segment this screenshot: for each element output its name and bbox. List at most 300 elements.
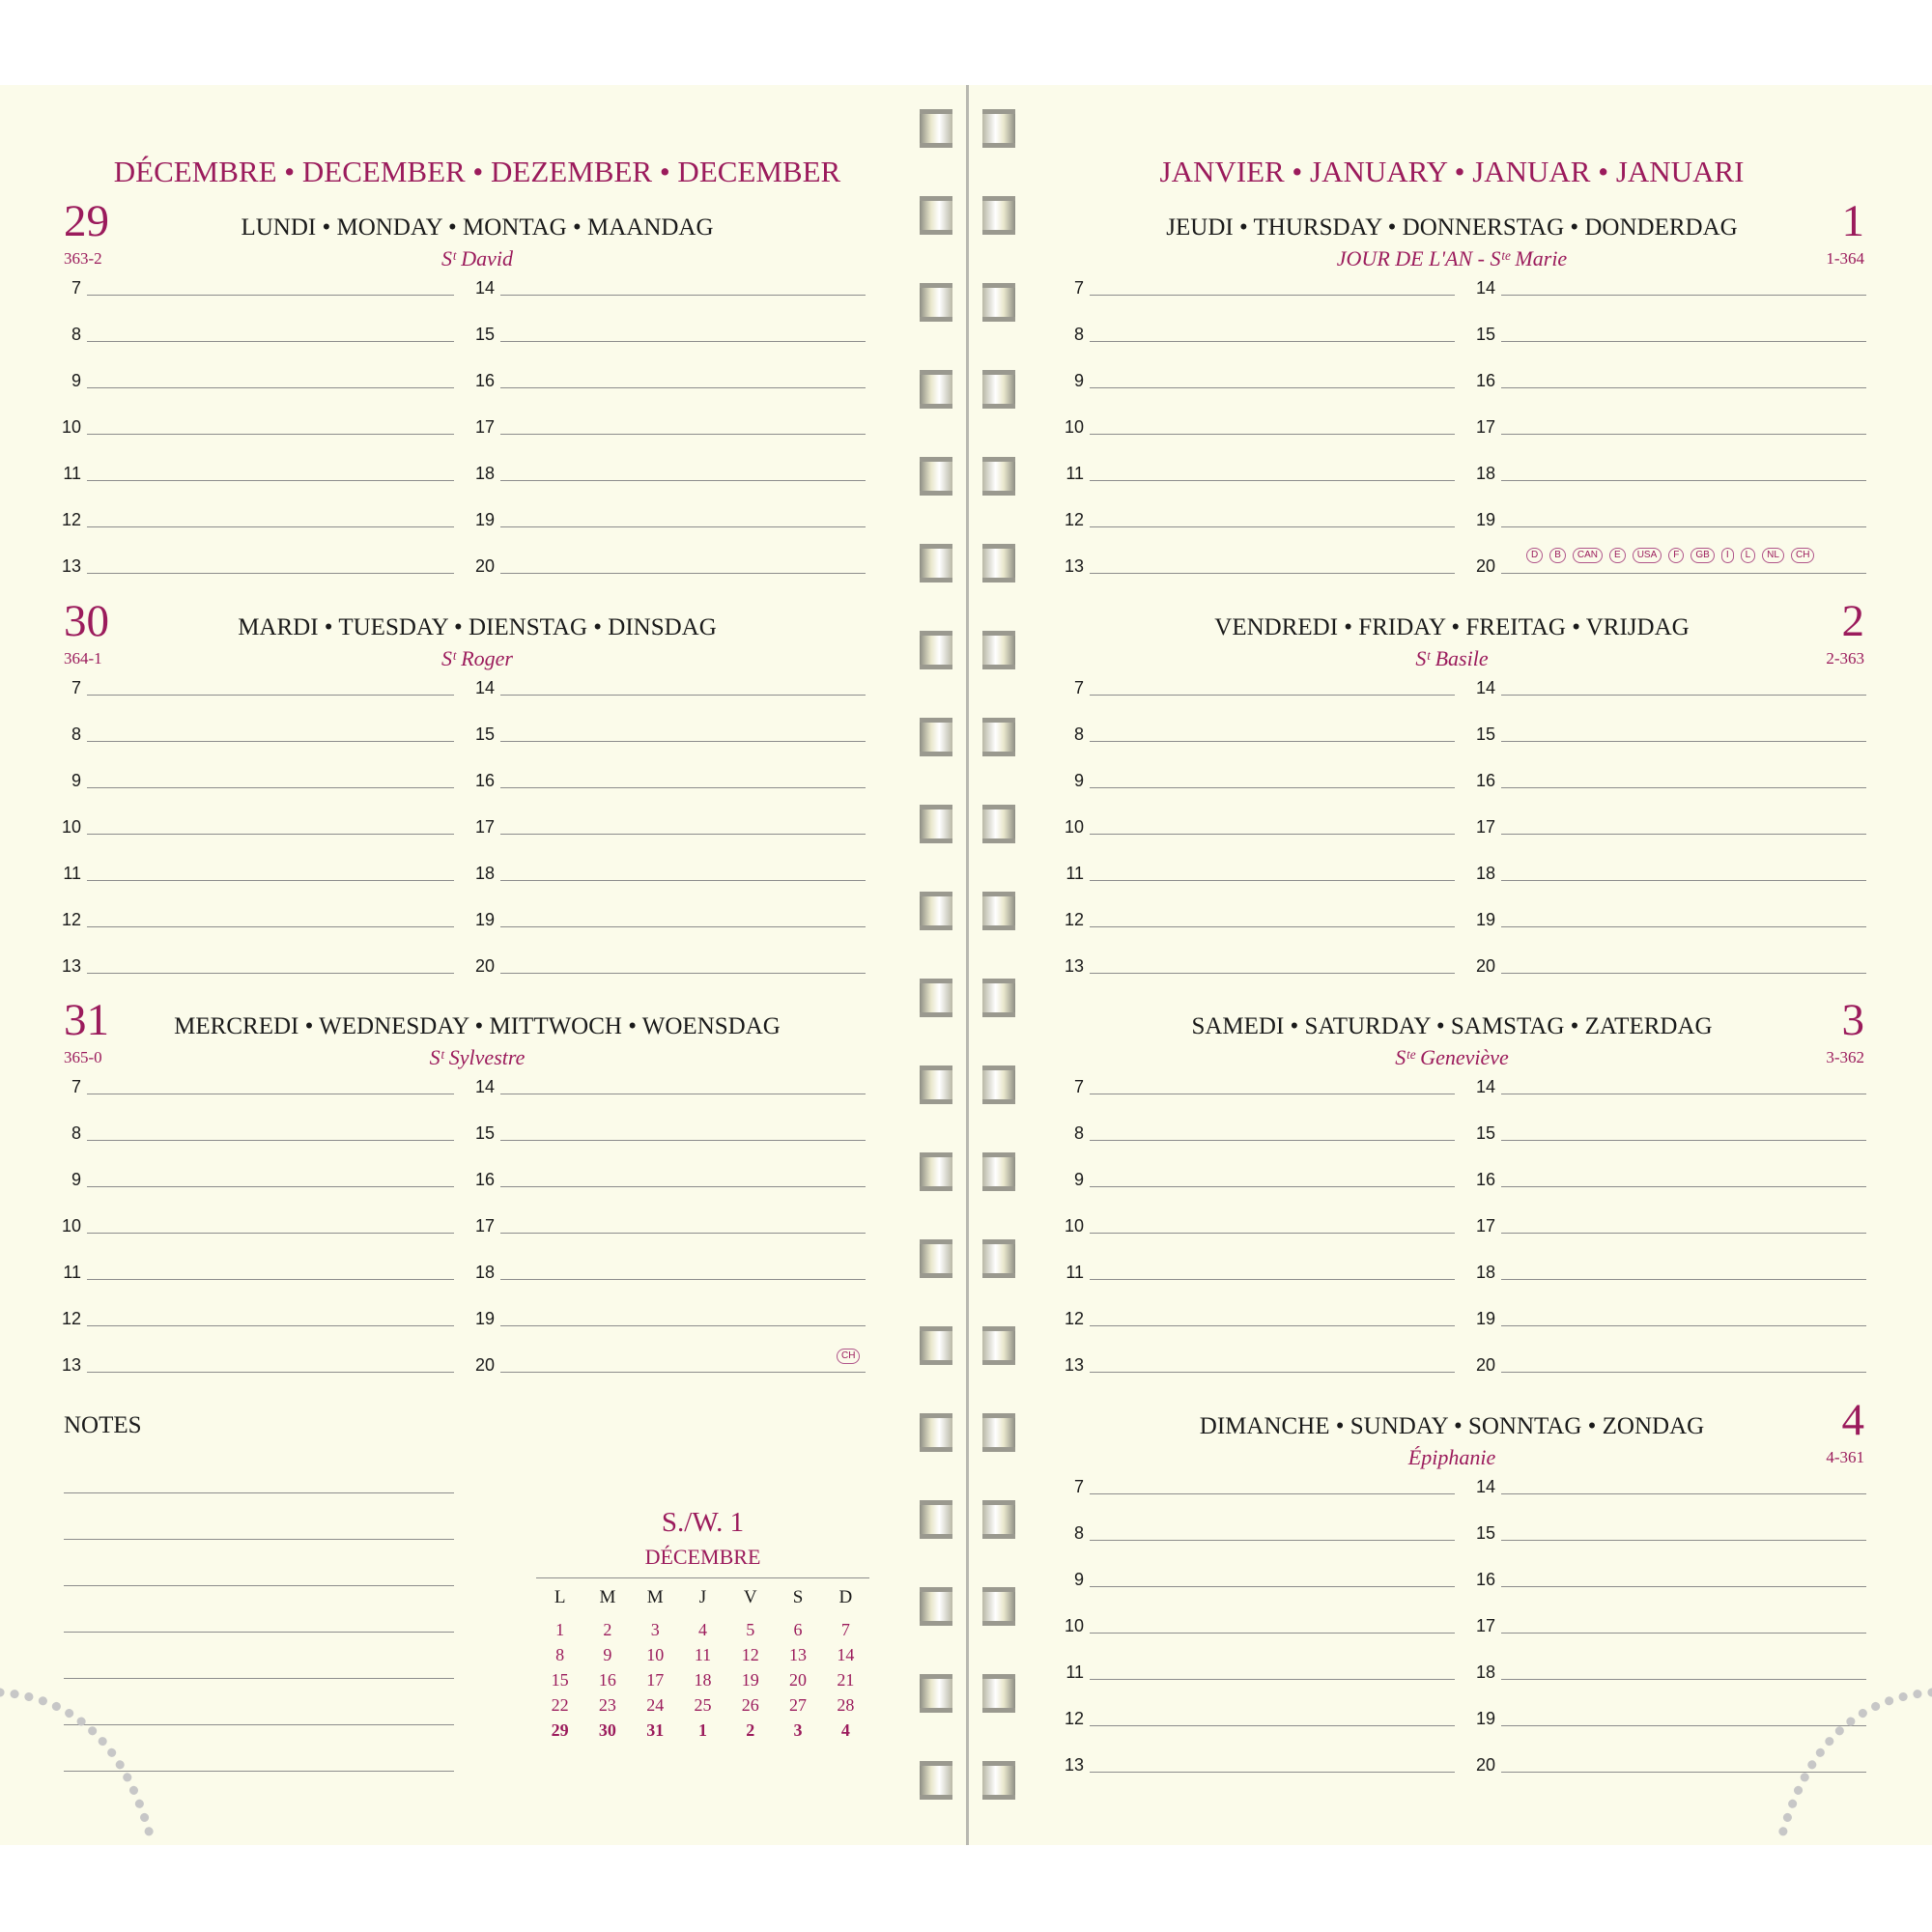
writing-line[interactable] (1501, 526, 1866, 527)
calendar-day: 2 (603, 1619, 612, 1639)
hour-label: 11 (1065, 864, 1084, 883)
calendar-week-row (536, 1692, 869, 1718)
binding-ring (920, 1761, 952, 1800)
binding-ring (920, 1674, 952, 1713)
writing-line[interactable] (500, 434, 866, 435)
hour-label: 20 (474, 556, 495, 576)
writing-line[interactable] (87, 973, 454, 974)
writing-line[interactable] (500, 526, 866, 527)
hour-label: 8 (1073, 325, 1084, 344)
binding-ring (920, 1413, 952, 1452)
writing-line[interactable] (87, 1186, 454, 1187)
binding-ring (920, 544, 952, 582)
writing-line[interactable] (87, 480, 454, 481)
binding-ring (920, 631, 952, 669)
day-number: 1 (1841, 196, 1864, 246)
calendar-day: 27 (789, 1694, 808, 1715)
writing-line[interactable] (1090, 1325, 1455, 1326)
hour-label: 9 (1073, 371, 1084, 390)
hour-label: 10 (61, 817, 81, 837)
calendar-day: 23 (598, 1694, 616, 1715)
writing-line[interactable] (1090, 1679, 1455, 1680)
hour-label: 11 (1065, 1263, 1084, 1282)
calendar-day: 4 (840, 1719, 850, 1740)
writing-line[interactable] (1501, 695, 1866, 696)
hour-label: 14 (1475, 278, 1495, 298)
hour-label: 15 (1475, 1123, 1495, 1143)
weekday-header: L (554, 1587, 566, 1607)
calendar-day: 15 (551, 1669, 569, 1690)
writing-line[interactable] (1501, 741, 1866, 742)
hour-label: 13 (1064, 956, 1084, 976)
calendar-day: 6 (793, 1619, 803, 1639)
hour-label: 18 (1475, 1662, 1495, 1682)
writing-line[interactable] (1090, 880, 1455, 881)
country-badge: L (1741, 548, 1756, 563)
saint-name: Épiphanie (1407, 1445, 1496, 1469)
writing-line[interactable] (87, 1325, 454, 1326)
binding-ring (920, 718, 952, 756)
month-title-january: JANVIER • JANUARY • JANUAR • JANUARI (1159, 155, 1745, 188)
mini-calendar (536, 1507, 869, 1743)
decorative-dots-left (0, 1671, 164, 1845)
hour-label: 17 (1475, 817, 1495, 837)
hour-label: 16 (474, 371, 495, 390)
writing-line[interactable] (1090, 573, 1455, 574)
day-of-year-count: 1-364 (1826, 249, 1864, 268)
hour-label: 18 (474, 864, 495, 883)
hour-label: 18 (1475, 864, 1495, 883)
weekday-header: J (698, 1587, 707, 1607)
writing-line[interactable] (1090, 741, 1455, 742)
writing-line[interactable] (500, 1279, 866, 1280)
writing-line[interactable] (1501, 387, 1866, 388)
hour-label: 13 (61, 956, 81, 976)
writing-line[interactable] (87, 1140, 454, 1141)
hour-label: 8 (1073, 724, 1084, 744)
day-of-year-count: 363-2 (64, 249, 102, 268)
saint-name: JOUR DE L'AN - Sᵗᵉ Marie (1336, 246, 1568, 270)
writing-line[interactable] (500, 1140, 866, 1141)
notes-line[interactable] (64, 1492, 454, 1493)
hour-label: 12 (1064, 910, 1084, 929)
hour-label: 19 (474, 1309, 495, 1328)
hour-label: 12 (1064, 1309, 1084, 1328)
hour-label: 7 (1073, 278, 1084, 298)
hour-label: 15 (1475, 325, 1495, 344)
writing-line[interactable] (1501, 573, 1866, 574)
calendar-day: 26 (741, 1694, 759, 1715)
hour-label: 19 (1475, 1309, 1495, 1328)
country-badge: B (1549, 548, 1566, 563)
calendar-day: 18 (694, 1669, 712, 1690)
day-name: JEUDI • THURSDAY • DONNERSTAG • DONDERDAG (1166, 214, 1738, 241)
writing-line[interactable] (87, 1233, 454, 1234)
writing-line[interactable] (1501, 295, 1866, 296)
hour-label: 14 (1475, 678, 1495, 697)
writing-line[interactable] (1501, 1540, 1866, 1541)
day-of-year-count: 2-363 (1826, 649, 1864, 668)
binding-ring (920, 979, 952, 1017)
country-badge: GB (1690, 548, 1714, 563)
binding-ring (982, 457, 1015, 496)
hour-label: 10 (1064, 1616, 1084, 1635)
calendar-week-row (536, 1617, 869, 1642)
writing-line[interactable] (1090, 1233, 1455, 1234)
hour-label: 16 (1475, 371, 1495, 390)
calendar-week-row (536, 1642, 869, 1667)
writing-line[interactable] (87, 834, 454, 835)
hour-label: 9 (1073, 1570, 1084, 1589)
hour-label: 9 (71, 771, 81, 790)
hour-label: 20 (1475, 1355, 1495, 1375)
hour-label: 7 (1073, 1077, 1084, 1096)
writing-line[interactable] (1501, 434, 1866, 435)
writing-line[interactable] (1501, 926, 1866, 927)
writing-line[interactable] (1090, 695, 1455, 696)
writing-line[interactable] (1501, 787, 1866, 788)
month-title-december: DÉCEMBRE • DECEMBER • DEZEMBER • DECEMBER (113, 155, 841, 188)
calendar-day: 16 (598, 1669, 616, 1690)
calendar-day: 3 (650, 1619, 660, 1639)
hour-label: 10 (61, 1216, 81, 1236)
writing-line[interactable] (1090, 1493, 1455, 1494)
hour-label: 9 (1073, 1170, 1084, 1189)
hour-label: 8 (71, 325, 81, 344)
day-name: DIMANCHE • SUNDAY • SONNTAG • ZONDAG (1199, 1413, 1705, 1439)
hour-label: 14 (1475, 1077, 1495, 1096)
hour-label: 7 (71, 278, 81, 298)
calendar-week-row-current (536, 1718, 869, 1743)
hour-label: 16 (1475, 1170, 1495, 1189)
binding-ring (982, 370, 1015, 409)
hour-label: 8 (71, 724, 81, 744)
binding-ring (920, 370, 952, 409)
calendar-day: 8 (555, 1644, 565, 1664)
writing-line[interactable] (500, 1325, 866, 1326)
writing-line[interactable] (500, 573, 866, 574)
writing-line[interactable] (1501, 880, 1866, 881)
notes-label: NOTES (64, 1412, 142, 1438)
hour-label: 11 (63, 864, 81, 883)
binding-ring (982, 718, 1015, 756)
calendar-day: 12 (741, 1644, 759, 1664)
calendar-day: 2 (746, 1719, 755, 1740)
binding-ring (920, 1326, 952, 1365)
writing-line[interactable] (1090, 1540, 1455, 1541)
binding-ring (920, 892, 952, 930)
mini-calendar-grid (536, 1578, 869, 1743)
hour-label: 12 (61, 510, 81, 529)
hour-label: 17 (1475, 1616, 1495, 1635)
hour-label: 7 (1073, 1477, 1084, 1496)
binding-ring (920, 457, 952, 496)
writing-line[interactable] (1090, 1725, 1455, 1726)
hour-label: 8 (1073, 1123, 1084, 1143)
writing-line[interactable] (1501, 1633, 1866, 1634)
binding-ring (982, 979, 1015, 1017)
hour-label: 9 (1073, 771, 1084, 790)
binding-ring (982, 892, 1015, 930)
writing-line[interactable] (500, 341, 866, 342)
hour-label: 20 (1475, 556, 1495, 576)
hour-label: 13 (1064, 1755, 1084, 1775)
writing-line[interactable] (87, 1372, 454, 1373)
writing-line[interactable] (1090, 1633, 1455, 1634)
saint-name: Sᵗ David (441, 246, 513, 270)
notes-line[interactable] (64, 1632, 454, 1633)
writing-line[interactable] (1501, 480, 1866, 481)
calendar-day: 31 (646, 1719, 665, 1740)
writing-line[interactable] (1090, 834, 1455, 835)
hour-label: 16 (474, 771, 495, 790)
hour-label: 18 (1475, 464, 1495, 483)
writing-line[interactable] (87, 295, 454, 296)
writing-line[interactable] (500, 295, 866, 296)
country-badge: NL (1762, 548, 1784, 563)
writing-line[interactable] (87, 1279, 454, 1280)
hour-label: 19 (1475, 510, 1495, 529)
day-number: 30 (64, 596, 109, 646)
hour-label: 12 (1064, 1709, 1084, 1728)
day-name: MERCREDI • WEDNESDAY • MITTWOCH • WOENSDAG (174, 1013, 781, 1039)
writing-line[interactable] (1090, 434, 1455, 435)
hour-label: 13 (1064, 1355, 1084, 1375)
hour-label: 14 (474, 278, 495, 298)
binding-ring (982, 1326, 1015, 1365)
hour-label: 11 (63, 464, 81, 483)
writing-line[interactable] (1501, 341, 1866, 342)
weekday-header: M (646, 1587, 664, 1607)
calendar-day: 1 (555, 1619, 565, 1639)
calendar-day: 11 (694, 1644, 712, 1664)
writing-line[interactable] (500, 741, 866, 742)
binding-ring (920, 805, 952, 843)
holiday-badges (1526, 545, 1817, 563)
hour-label: 16 (1475, 771, 1495, 790)
writing-line[interactable] (500, 973, 866, 974)
writing-line[interactable] (1090, 1772, 1455, 1773)
binding-ring (982, 196, 1015, 235)
writing-line[interactable] (500, 387, 866, 388)
country-badge: CH (837, 1349, 860, 1364)
calendar-day: 5 (746, 1619, 755, 1639)
writing-line[interactable] (1090, 973, 1455, 974)
notes-line[interactable] (64, 1585, 454, 1586)
calendar-day: 24 (646, 1694, 665, 1715)
writing-line[interactable] (1090, 341, 1455, 342)
writing-line[interactable] (500, 926, 866, 927)
hour-label: 14 (1475, 1477, 1495, 1496)
writing-line[interactable] (500, 880, 866, 881)
hour-label: 10 (1064, 817, 1084, 837)
hour-label: 7 (1073, 678, 1084, 697)
writing-line[interactable] (1090, 480, 1455, 481)
writing-line[interactable] (87, 926, 454, 927)
writing-line[interactable] (1090, 926, 1455, 927)
calendar-day: 29 (551, 1719, 569, 1740)
writing-line[interactable] (87, 880, 454, 881)
hour-label: 20 (1475, 956, 1495, 976)
hour-label: 17 (474, 817, 495, 837)
hour-label: 19 (1475, 910, 1495, 929)
writing-line[interactable] (87, 341, 454, 342)
hour-label: 12 (61, 1309, 81, 1328)
binding-ring (982, 631, 1015, 669)
calendar-week-row (536, 1667, 869, 1692)
writing-line[interactable] (1501, 973, 1866, 974)
writing-line[interactable] (87, 695, 454, 696)
mini-calendar-month: DÉCEMBRE (536, 1545, 869, 1578)
writing-line[interactable] (87, 434, 454, 435)
binding-ring (920, 283, 952, 322)
writing-line[interactable] (1501, 1372, 1866, 1373)
hour-label: 8 (71, 1123, 81, 1143)
writing-line[interactable] (87, 741, 454, 742)
calendar-day: 13 (789, 1644, 808, 1664)
day-name: SAMEDI • SATURDAY • SAMSTAG • ZATERDAG (1191, 1013, 1713, 1039)
hour-label: 18 (474, 464, 495, 483)
day-of-year-count: 3-362 (1826, 1048, 1864, 1066)
weekday-header: M (599, 1587, 616, 1607)
holiday-badges (837, 1346, 863, 1364)
writing-line[interactable] (1090, 295, 1455, 296)
saint-name: Sᵗ Roger (441, 646, 513, 670)
hour-label: 9 (71, 371, 81, 390)
country-badge: CH (1791, 548, 1814, 563)
writing-line[interactable] (1090, 526, 1455, 527)
hour-label: 15 (474, 724, 495, 744)
writing-line[interactable] (500, 787, 866, 788)
hour-label: 14 (474, 1077, 495, 1096)
binding-ring (982, 1500, 1015, 1539)
writing-line[interactable] (500, 1233, 866, 1234)
writing-line[interactable] (500, 834, 866, 835)
writing-line[interactable] (1501, 834, 1866, 835)
hour-label: 20 (474, 1355, 495, 1375)
weekday-header: D (838, 1587, 853, 1607)
calendar-day: 28 (837, 1694, 855, 1715)
calendar-day: 19 (741, 1669, 759, 1690)
country-badge: USA (1633, 548, 1662, 563)
writing-line[interactable] (1501, 1233, 1866, 1234)
writing-line[interactable] (500, 1186, 866, 1187)
writing-line[interactable] (1090, 1186, 1455, 1187)
writing-line[interactable] (87, 787, 454, 788)
writing-line[interactable] (1501, 1325, 1866, 1326)
day-name: LUNDI • MONDAY • MONTAG • MAANDAG (241, 214, 714, 241)
binding-ring (982, 1152, 1015, 1191)
binding-ring (982, 283, 1015, 322)
hour-label: 18 (474, 1263, 495, 1282)
writing-line[interactable] (1501, 1586, 1866, 1587)
writing-line[interactable] (500, 1372, 866, 1373)
hour-label: 15 (474, 1123, 495, 1143)
binding-ring (920, 1500, 952, 1539)
writing-line[interactable] (1501, 1493, 1866, 1494)
binding-ring (920, 1065, 952, 1104)
day-number: 3 (1841, 995, 1864, 1045)
hour-label: 19 (474, 510, 495, 529)
country-badge: I (1721, 548, 1734, 563)
writing-line[interactable] (1090, 787, 1455, 788)
calendar-day: 1 (697, 1719, 707, 1740)
hour-label: 18 (1475, 1263, 1495, 1282)
binding-ring (982, 1587, 1015, 1626)
hour-label: 17 (474, 417, 495, 437)
hour-label: 13 (61, 556, 81, 576)
hour-label: 17 (1475, 1216, 1495, 1236)
week-number: S./W. 1 (661, 1507, 745, 1538)
notes-line[interactable] (64, 1539, 454, 1540)
writing-line[interactable] (1090, 1140, 1455, 1141)
calendar-day: 10 (646, 1644, 665, 1664)
hour-label: 10 (61, 417, 81, 437)
hour-label: 17 (474, 1216, 495, 1236)
calendar-day: 21 (837, 1669, 855, 1690)
writing-line[interactable] (1501, 1140, 1866, 1141)
hour-label: 15 (1475, 1523, 1495, 1543)
hour-label: 15 (1475, 724, 1495, 744)
hour-label: 7 (71, 1077, 81, 1096)
calendar-day: 20 (789, 1669, 808, 1690)
hour-label: 11 (1065, 464, 1084, 483)
binding-ring (982, 1065, 1015, 1104)
writing-line[interactable] (1090, 1586, 1455, 1587)
page-spine (966, 85, 969, 1845)
writing-line[interactable] (1090, 387, 1455, 388)
weekday-header: V (743, 1587, 757, 1607)
writing-line[interactable] (500, 695, 866, 696)
calendar-day: 17 (646, 1669, 665, 1690)
calendar-day: 4 (697, 1619, 707, 1639)
writing-line[interactable] (1501, 1186, 1866, 1187)
hour-label: 8 (1073, 1523, 1084, 1543)
country-badge: E (1609, 548, 1626, 563)
binding-ring (920, 1587, 952, 1626)
writing-line[interactable] (87, 526, 454, 527)
writing-line[interactable] (1090, 1279, 1455, 1280)
binding-ring (982, 544, 1015, 582)
calendar-day: 7 (840, 1619, 850, 1639)
day-number: 29 (64, 196, 109, 246)
calendar-day: 14 (837, 1644, 855, 1664)
binding-ring (920, 1239, 952, 1278)
binding-ring (920, 1152, 952, 1191)
binding-ring (982, 109, 1015, 148)
day-name: MARDI • TUESDAY • DIENSTAG • DINSDAG (238, 614, 717, 640)
binding-ring (920, 109, 952, 148)
day-of-year-count: 4-361 (1826, 1448, 1864, 1466)
hour-label: 11 (1065, 1662, 1084, 1682)
binding-ring (982, 1761, 1015, 1800)
country-badge: D (1526, 548, 1543, 563)
calendar-day: 22 (551, 1694, 569, 1715)
hour-label: 14 (474, 678, 495, 697)
country-badge: F (1668, 548, 1684, 563)
writing-line[interactable] (500, 480, 866, 481)
hour-label: 10 (1064, 417, 1084, 437)
writing-line[interactable] (87, 573, 454, 574)
hour-label: 16 (1475, 1570, 1495, 1589)
day-number: 2 (1841, 596, 1864, 646)
writing-line[interactable] (1090, 1372, 1455, 1373)
binding-ring (982, 805, 1015, 843)
calendar-day: 3 (793, 1719, 803, 1740)
writing-line[interactable] (1501, 1279, 1866, 1280)
writing-line[interactable] (87, 387, 454, 388)
hour-label: 13 (61, 1355, 81, 1375)
